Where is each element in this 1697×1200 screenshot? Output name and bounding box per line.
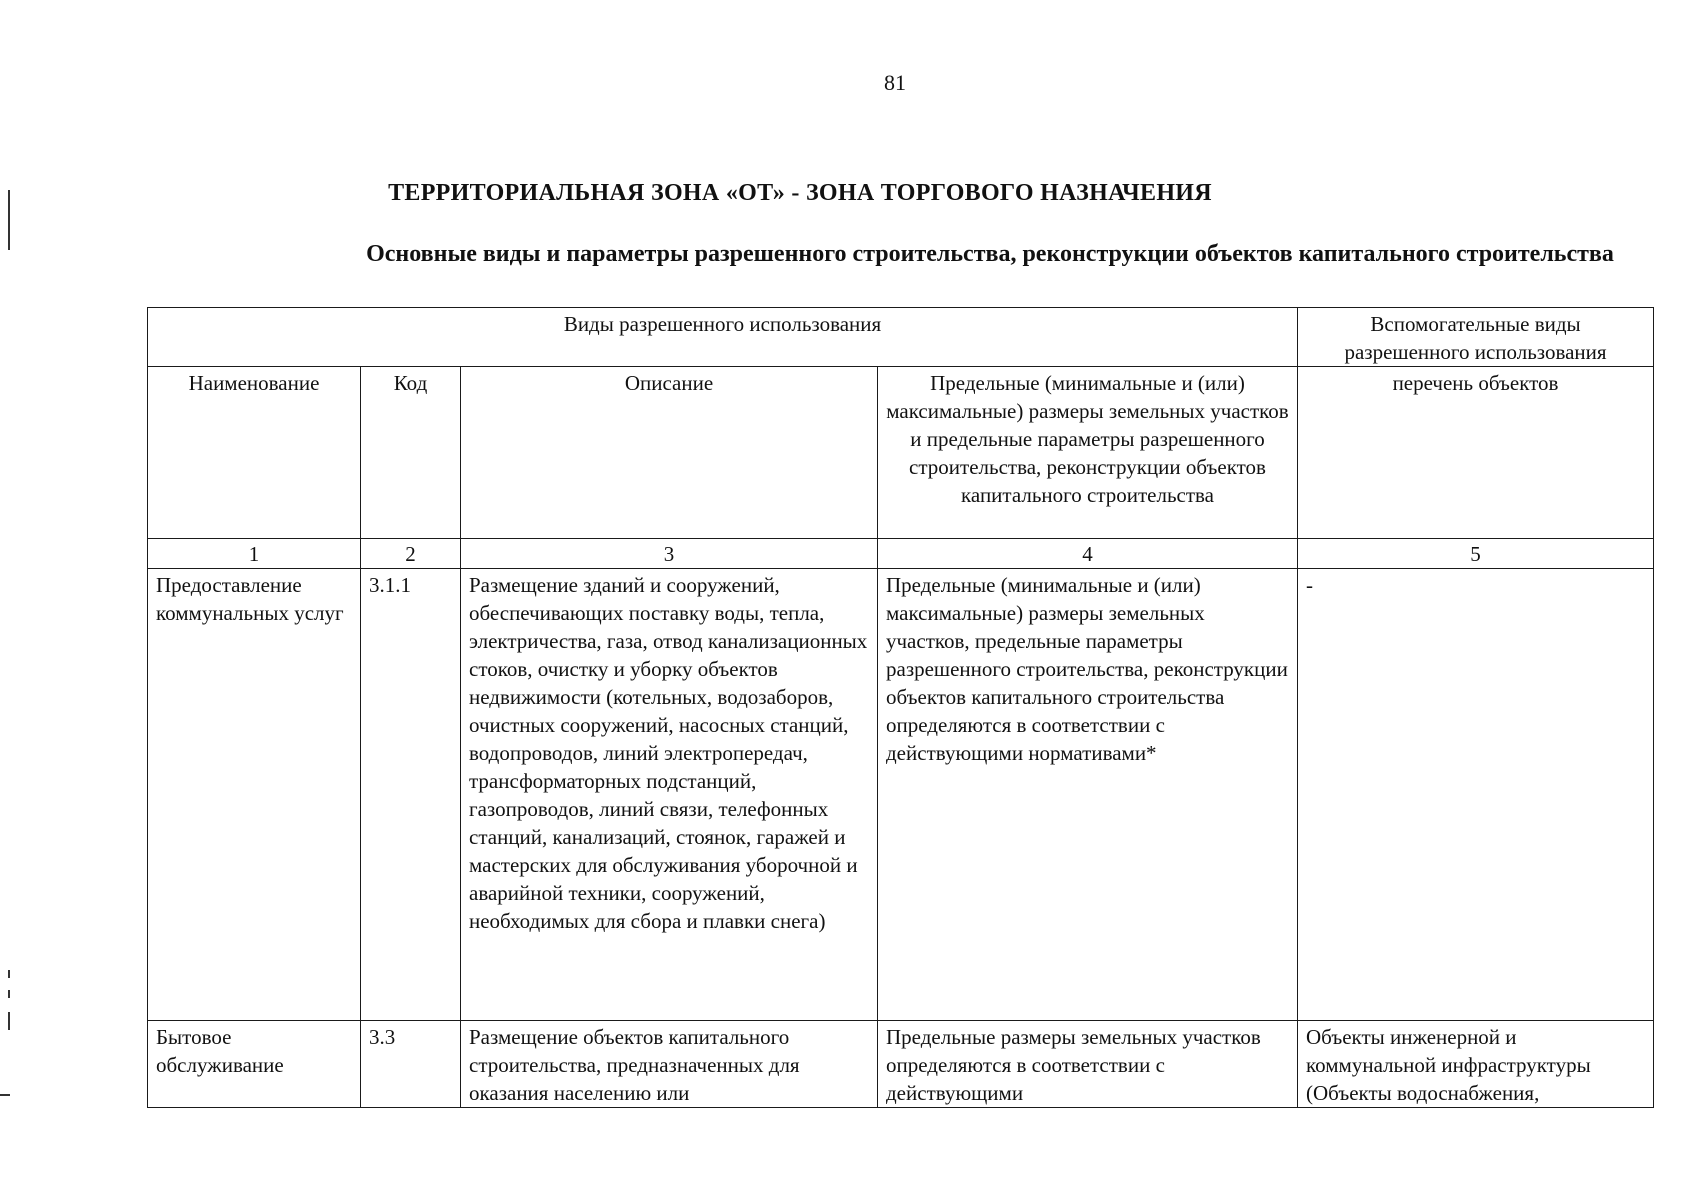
scan-mark <box>8 990 10 998</box>
row-description: Размещение зданий и сооружений, обеспечивающих поставку воды, тепла, электричества, газа, отвод канализационных стоков, очистку и уборку объектов недвижимости (котельных, водозаборов, очистных сооружений, насосных станций, водопроводов, линий электропередач, трансформаторных подстанций, газопроводов, линий связи, телефонных станций, канализаций, стоянок, гаражей и мастерских для обслуживания уборочной и аварийной техники, сооружений, необходимых для сбора и плавки снега) <box>461 569 878 1021</box>
table-row <box>148 569 1654 1021</box>
column-number: 3 <box>461 539 878 569</box>
column-header-objects: перечень объектов <box>1298 367 1654 539</box>
column-number: 2 <box>361 539 461 569</box>
scan-mark <box>0 1094 10 1096</box>
row-name: Бытовое обслуживание <box>148 1021 361 1108</box>
table-row <box>148 1021 1654 1108</box>
section-title: Основные виды и параметры разрешенного строительства, реконструкции объектов капитального строительства <box>366 241 1614 267</box>
column-header-row <box>148 367 1654 539</box>
zone-title: ТЕРРИТОРИАЛЬНАЯ ЗОНА «ОТ» - ЗОНА ТОРГОВОГО НАЗНАЧЕНИЯ <box>388 180 1212 206</box>
column-header-code: Код <box>361 367 461 539</box>
row-objects: Объекты инженерной и коммунальной инфраструктуры (Объекты водоснабжения, <box>1298 1021 1654 1108</box>
row-description: Размещение объектов капитального строительства, предназначенных для оказания населению или <box>461 1021 878 1108</box>
column-number: 4 <box>878 539 1298 569</box>
land-use-table <box>147 307 1654 1108</box>
page-number: 81 <box>884 70 906 95</box>
column-number: 1 <box>148 539 361 569</box>
row-objects: - <box>1298 569 1654 1021</box>
column-header-name: Наименование <box>148 367 361 539</box>
scan-mark <box>8 970 10 978</box>
column-number-row <box>148 539 1654 569</box>
column-header-description: Описание <box>461 367 878 539</box>
row-limits: Предельные размеры земельных участков определяются в соответствии с действующими <box>878 1021 1298 1108</box>
scan-mark <box>8 1012 10 1030</box>
row-limits: Предельные (минимальные и (или) максимальные) размеры земельных участков, предельные параметры разрешенного строительства, реконструкции объектов капитального строительства определяются в соответствии с действующими нормативами* <box>878 569 1298 1021</box>
group-header-aux: Вспомогательные виды разрешенного использования <box>1298 308 1654 367</box>
row-name: Предоставление коммунальных услуг <box>148 569 361 1021</box>
column-number: 5 <box>1298 539 1654 569</box>
group-header-main: Виды разрешенного использования <box>148 308 1298 367</box>
row-code: 3.3 <box>361 1021 461 1108</box>
column-header-limits: Предельные (минимальные и (или) максимальные) размеры земельных участков и предельные параметры разрешенного строительства, реконструкции объектов капитального строительства <box>878 367 1298 539</box>
group-header-row <box>148 308 1654 367</box>
row-code: 3.1.1 <box>361 569 461 1021</box>
